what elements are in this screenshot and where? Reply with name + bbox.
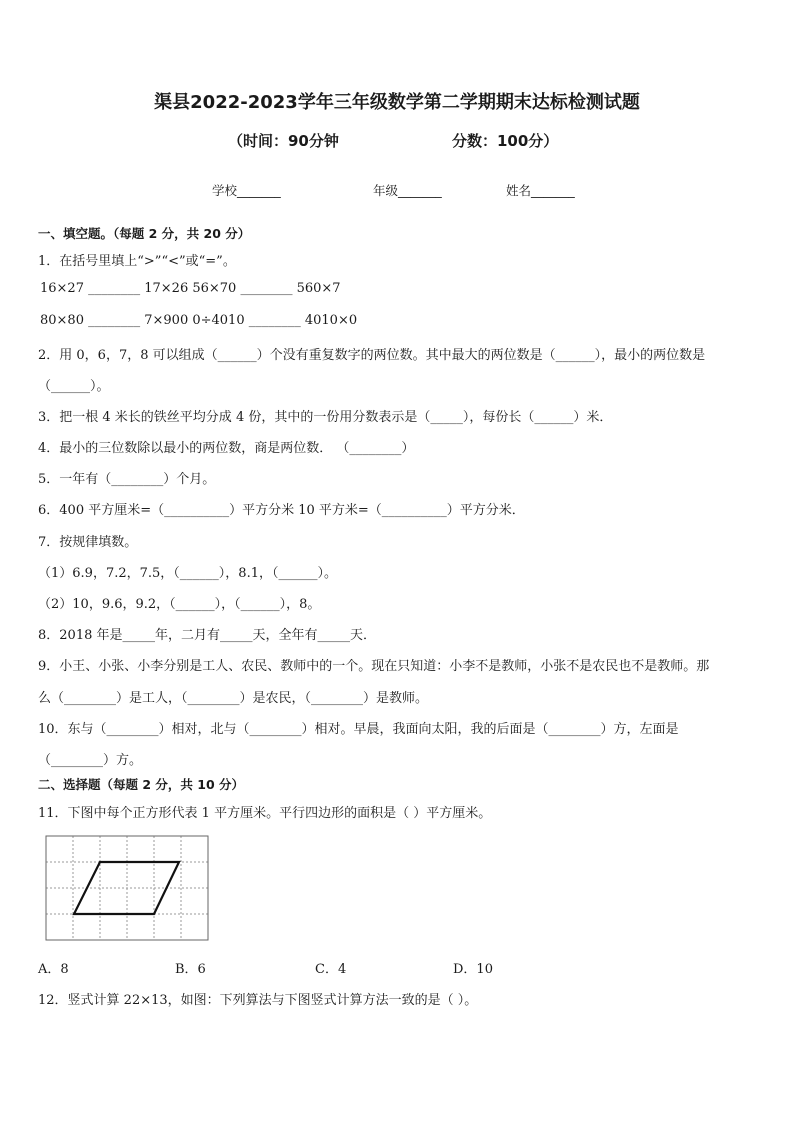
q8: 8．2018 年是_____年，二月有_____天，全年有_____天． — [38, 628, 376, 643]
parallelogram-grid-figure — [44, 834, 210, 944]
q7-stem: 7．按规律填数。 — [38, 535, 138, 550]
grade-field: 年级_______ — [373, 183, 442, 198]
q11-stem: 11．下图中每个正方形代表 1 平方厘米。平行四边形的面积是（ ）平方厘米。 — [38, 806, 492, 821]
q6: 6．400 平方厘米=（__________）平方分米 10 平方米=（__________）平方分米． — [38, 503, 525, 518]
q9-line-2: 么（________）是工人，（________）是农民，（________）是教师。 — [38, 691, 429, 706]
q4: 4．最小的三位数除以最小的两位数，商是两位数． （________） — [38, 441, 415, 456]
q11-option-c[interactable]: C．4 — [315, 962, 347, 977]
q3: 3．把一根 4 米长的铁丝平均分成 4 份，其中的一份用分数表示是（_____），每份长（______）米． — [38, 410, 613, 425]
q9-line-1: 9．小王、小张、小李分别是工人、农民、教师中的一个。现在只知道：小李不是教师，小张不是农民也不是教师。那 — [38, 659, 710, 674]
section-2-heading: 二、选择题（每题 2 分，共 10 分） — [38, 777, 245, 792]
q10-line-1: 10．东与（________）相对，北与（________）相对。早晨，我面向太阳，我的后面是（________）方，左面是 — [38, 722, 679, 737]
page-title: 渠县2022-2023学年三年级数学第二学期期末达标检测试题 — [154, 92, 640, 113]
q11-option-d[interactable]: D．10 — [453, 962, 493, 977]
school-field: 学校_______ — [212, 183, 281, 198]
q1-row-1: 16×27 ________ 17×26 56×70 ________ 560×7 — [40, 281, 341, 296]
q10-line-2: （________）方。 — [38, 753, 143, 768]
exam-score: 分数：100分） — [452, 132, 559, 150]
q5: 5．一年有（________）个月。 — [38, 472, 216, 487]
q7-part-2: （2）10，9.6，9.2，（______），（______），8。 — [38, 597, 321, 612]
q11-option-a[interactable]: A．8 — [38, 962, 69, 977]
q2-line-2: （______）。 — [38, 379, 110, 394]
q1-row-2: 80×80 ________ 7×900 0÷4010 ________ 4010×0 — [40, 313, 358, 328]
q11-option-b[interactable]: B．6 — [175, 962, 206, 977]
q2-line-1: 2．用 0，6，7，8 可以组成（______）个没有重复数字的两位数。其中最大的两位数是（______），最小的两位数是 — [38, 348, 706, 363]
q12-stem: 12．竖式计算 22×13，如图：下列算法与下图竖式计算方法一致的是（ ）。 — [38, 993, 478, 1008]
q7-part-1: （1）6.9，7.2，7.5，（______），8.1，（______）。 — [38, 566, 337, 581]
q1-stem: 1．在括号里填上“>”“<”或“=”。 — [38, 254, 236, 269]
name-field: 姓名_______ — [506, 183, 575, 198]
section-1-heading: 一、填空题。（每题 2 分，共 20 分） — [38, 226, 251, 241]
exam-time: （时间：90分钟 — [228, 132, 339, 150]
